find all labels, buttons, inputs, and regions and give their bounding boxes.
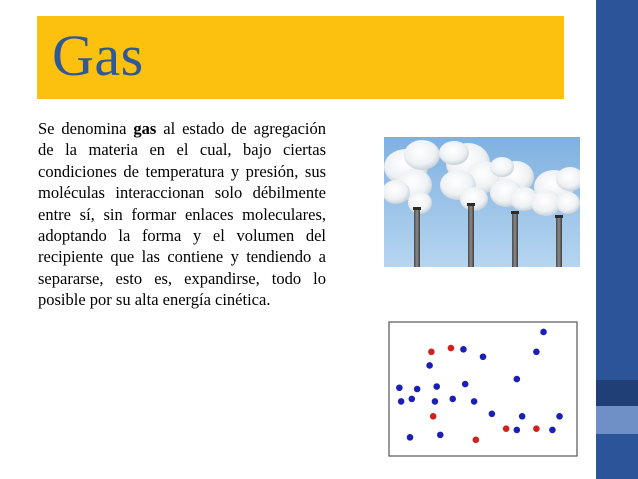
blue-molecule [514,376,521,383]
blue-molecule [432,398,439,405]
red-molecule [473,437,480,444]
blue-molecule [449,396,456,403]
blue-molecule [398,398,405,405]
blue-molecule [460,346,467,353]
blue-molecule [471,398,478,405]
blue-molecule [409,396,416,403]
blue-molecule [549,427,556,434]
blue-molecule [556,413,563,420]
blue-molecule [519,413,526,420]
red-molecule [503,425,510,432]
definition-paragraph [38,118,326,311]
title-bar [37,16,564,99]
blue-molecule [437,432,444,439]
red-molecule [428,349,435,356]
side-tab-light [596,406,638,434]
smokestacks-photo [384,137,580,267]
blue-molecule [540,329,547,336]
gas-molecules-diagram [388,321,578,457]
blue-molecule [407,434,414,441]
blue-molecule [514,427,521,434]
slide-title: Gas [52,23,144,88]
side-tab-dark [596,380,638,406]
paragraph-text: al estado de agregación de la materia en el cual, bajo ciertas condiciones de temperatura y presión, sus moléculas interaccionan solo débilmente entre sí, sin formar enlaces moleculares, adoptando la forma y el volumen del recipiente que las contiene y tendiendo a separarse, esto es, expandirse, todo lo posible por su alta energía cinética. [38,119,326,310]
red-molecule [448,345,455,352]
blue-molecule [414,386,421,393]
red-molecule [430,413,437,420]
blue-molecule [489,411,496,418]
paragraph-intro: Se denomina [38,119,127,138]
red-molecule [533,425,540,432]
paragraph-term: gas [133,119,157,138]
blue-molecule [426,362,433,369]
blue-molecule [396,384,403,391]
blue-molecule [533,349,540,356]
blue-molecule [433,383,440,390]
blue-molecule [480,353,487,360]
blue-molecule [462,381,469,388]
